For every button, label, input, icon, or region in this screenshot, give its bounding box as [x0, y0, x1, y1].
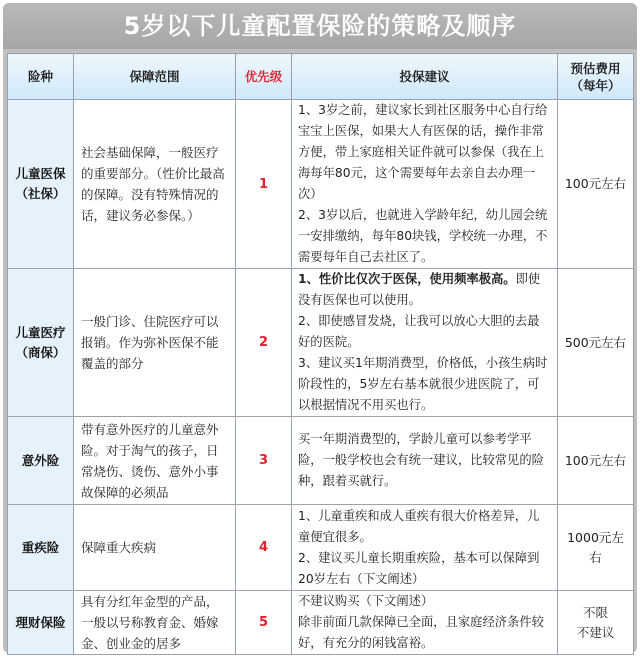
- row-type-line2: （商保）: [15, 344, 66, 360]
- row-type-cell: [8, 505, 74, 591]
- table-row: [8, 269, 634, 417]
- row-cost-line1: 不限: [582, 604, 608, 620]
- row-advice: [292, 269, 558, 417]
- header-cost: [558, 54, 634, 100]
- row-advice: [292, 100, 558, 269]
- header-priority: 优先级: [236, 54, 292, 100]
- row-cost-line1: 500元左右: [564, 334, 627, 350]
- row-priority: 2: [236, 269, 292, 417]
- row-advice-item: 1、3岁之前，建议家长到社区服务中心自行给宝宝上医保，如果大人有医保的话，操作非常方便，带上家庭相关证件就可以参保（我在上海每年80元，这个需要每年去亲自去办理一次）: [298, 103, 548, 201]
- header-advice: 投保建议: [292, 54, 558, 100]
- row-type-cell: [8, 269, 74, 417]
- row-advice-item: 2、即使感冒发烧，让我可以放心大胆的去最好的医院。: [298, 314, 540, 349]
- row-cost: [558, 505, 634, 591]
- row-type-line2: （社保）: [15, 186, 66, 201]
- row-advice-item: [298, 269, 551, 311]
- row-cost-line1: 100元左右: [564, 176, 627, 191]
- row-advice-item: 1、儿童重疾和成人重疾有很大价格差异，儿童便宜很多。: [298, 508, 540, 544]
- row-advice-item: 不建议购买（下文阐述）: [298, 594, 434, 608]
- table-header-row: [8, 54, 634, 100]
- row-coverage: 一般门诊、住院医疗可以报销。作为弥补医保不能覆盖的部分: [74, 269, 236, 417]
- table-row: [8, 417, 634, 505]
- header-cost-line2: （每年）: [570, 77, 621, 93]
- row-advice: [292, 591, 558, 655]
- row-cost-line1: 1000元左右: [567, 529, 624, 565]
- row-advice-item: 2、3岁以后，也就进入学龄年纪，幼儿园会统一安排缴纳，每年80块钱，学校统一办理，不需要每年自己去社区了。: [298, 208, 548, 264]
- row-priority: 4: [236, 505, 292, 591]
- row-coverage: 具有分红年金型的产品，一般以号称教育金、婚嫁金、创业金的居多: [74, 591, 236, 655]
- row-type-line1: 理财保险: [15, 614, 66, 630]
- insurance-strategy-card: [3, 3, 637, 653]
- row-type-cell: [8, 591, 74, 655]
- row-priority: 5: [236, 591, 292, 655]
- row-coverage: 社会基础保障，一般医疗的重要部分。（性价比最高的保障。没有特殊情况的话，建议务必参保。）: [74, 100, 236, 269]
- row-cost: [558, 591, 634, 655]
- row-priority: 1: [236, 100, 292, 269]
- header-coverage: 保障范围: [74, 54, 236, 100]
- header-cost-line1: 预估费用: [570, 60, 621, 76]
- table-row: [8, 591, 634, 655]
- header-type: 险种: [8, 54, 74, 100]
- row-type-line1: 儿童医疗: [15, 324, 66, 340]
- row-advice-highlight: 1、性价比仅次于医保，使用频率极高。: [298, 272, 516, 286]
- row-advice-text: 即使没有医保也可以使用。: [298, 272, 541, 307]
- table-row: [8, 100, 634, 269]
- row-advice-item: 3、建议买1年期消费型，价格低，小孩生病时阶段性的，5岁左右基本就很少进医院了，可以根据情况不用买也行。: [298, 356, 548, 412]
- row-coverage: 保障重大疾病: [74, 505, 236, 591]
- row-cost: [558, 417, 634, 505]
- row-coverage: 带有意外医疗的儿童意外险。对于淘气的孩子，日常烧伤、烫伤、意外小事故保障的必须品: [74, 417, 236, 505]
- row-type-cell: [8, 100, 74, 269]
- row-cost: [558, 269, 634, 417]
- row-type-line1: 重疾险: [21, 539, 60, 555]
- row-advice: [292, 505, 558, 591]
- page-title: 5岁以下儿童配置保险的策略及顺序: [3, 3, 637, 49]
- row-advice-item: 2、建议买儿童长期重疾险，基本可以保障到20岁左右（下文阐述）: [298, 550, 540, 586]
- row-priority: 3: [236, 417, 292, 505]
- row-cost-line1: 100元左右: [564, 452, 627, 468]
- row-type-line1: 儿童医保: [15, 166, 66, 181]
- row-type-cell: [8, 417, 74, 505]
- row-cost-line2: 不建议: [576, 624, 615, 640]
- row-advice-item: 买一年期消费型的，学龄儿童可以参考学平险，一般学校也会有统一建议，比较常见的险种，跟着买就行。: [298, 432, 544, 488]
- row-advice: [292, 417, 558, 505]
- row-advice-item: 除非前面几款保障已全面，且家庭经济条件较好，有充分的闲钱富裕。: [298, 615, 544, 650]
- table-row: [8, 505, 634, 591]
- row-cost: [558, 100, 634, 269]
- insurance-table: [7, 53, 634, 655]
- row-type-line1: 意外险: [21, 452, 60, 468]
